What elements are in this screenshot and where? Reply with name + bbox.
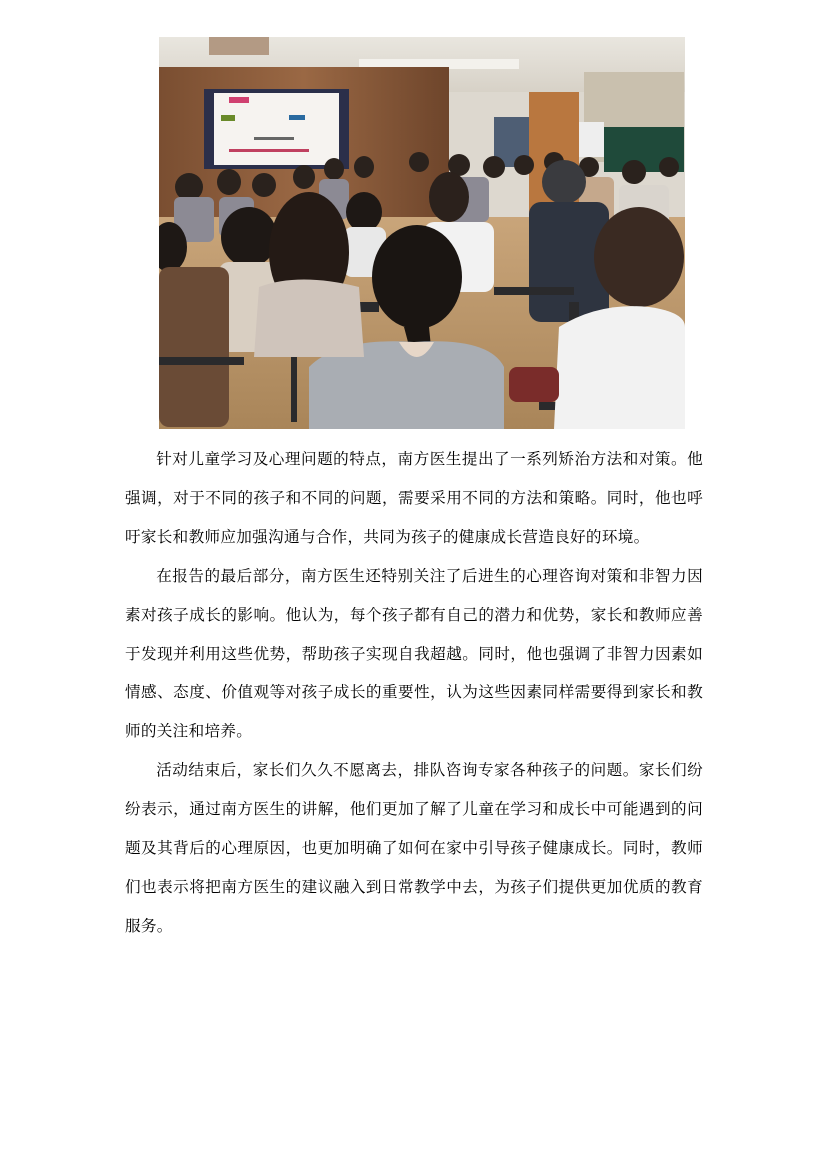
lecture-photo-image [159, 37, 685, 429]
paragraph: 针对儿童学习及心理问题的特点，南方医生提出了一系列矫治方法和对策。他强调，对于不同的孩子和不同的问题，需要采用不同的方法和策略。同时，他也呼吁家长和教师应加强沟通与合作，共同为孩子的健康成长营造良好的环境。 [125, 450, 703, 546]
lecture-photo [159, 37, 685, 429]
paragraph: 在报告的最后部分，南方医生还特别关注了后进生的心理咨询对策和非智力因素对孩子成长的影响。他认为，每个孩子都有自己的潜力和优势，家长和教师应善于发现并利用这些优势，帮助孩子实现自我超越。同时，他也强调了非智力因素如情感、态度、价值观等对孩子成长的重要性，认为这些因素同样需要得到家长和教师的关注和培养。 [125, 566, 703, 741]
article-body [125, 440, 703, 946]
paragraph: 活动结束后，家长们久久不愿离去，排队咨询专家各种孩子的问题。家长们纷纷表示，通过南方医生的讲解，他们更加了解了儿童在学习和成长中可能遇到的问题及其背后的心理原因，也更加明确了如何在家中引导孩子健康成长。同时，教师们也表示将把南方医生的建议融入到日常教学中去，为孩子们提供更加优质的教育服务。 [125, 761, 703, 935]
